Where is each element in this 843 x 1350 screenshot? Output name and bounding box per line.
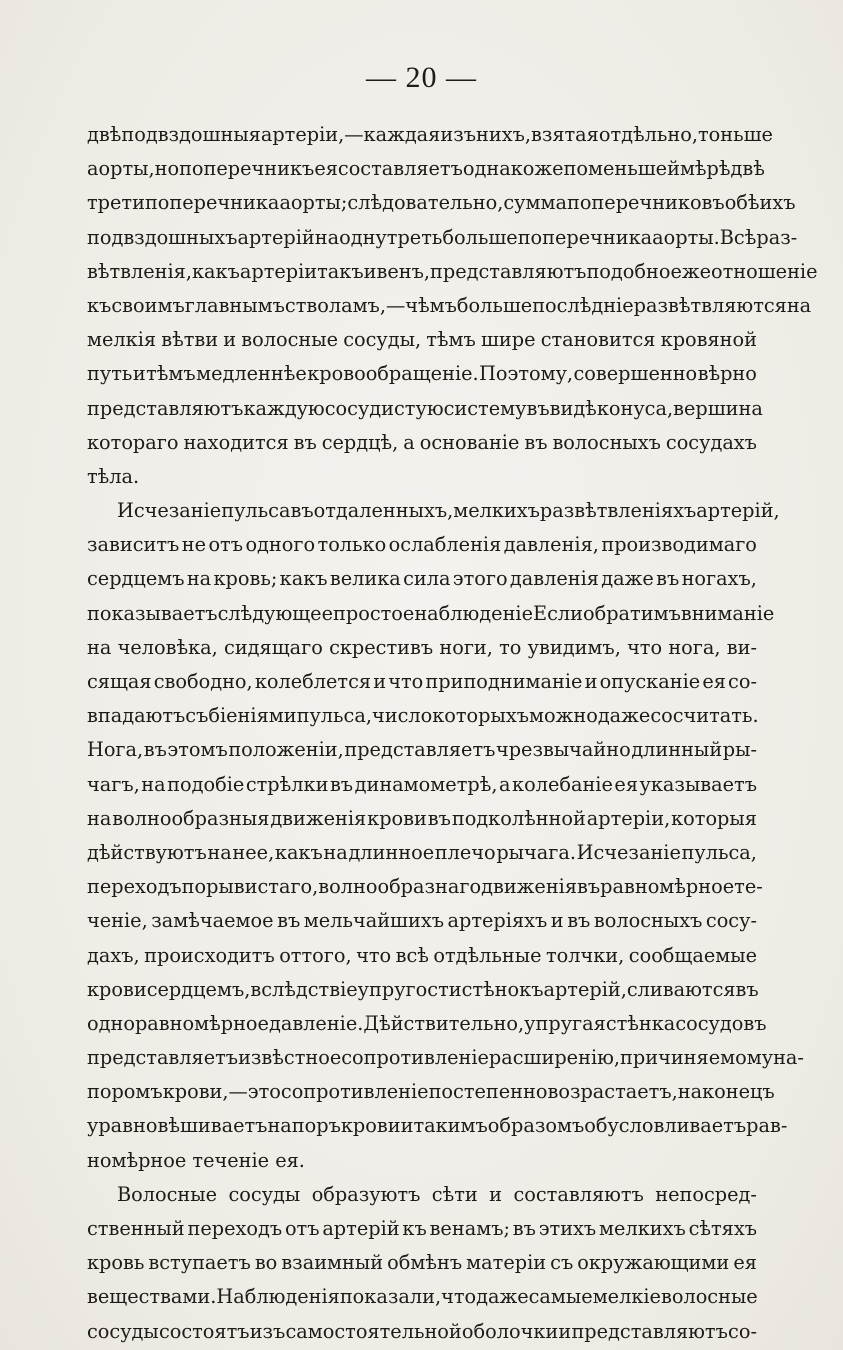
page-number: — 20 — bbox=[366, 61, 477, 94]
text-line: подвздошныхъ артерій на одну треть больше поперечника аорты. Всѣ раз- bbox=[87, 225, 798, 249]
text-line: переходъ порывистаго, волнообразнаго движенія въ равномѣрное те- bbox=[87, 875, 763, 899]
text-line: Волосные сосуды образуютъ сѣти и составляютъ непосред- bbox=[117, 1182, 757, 1206]
text-line: представляютъ каждую сосудистую систему въ видѣ конуса, вершина bbox=[87, 396, 763, 420]
text-line: дѣйствуютъ на нее, какъ на длинное плечо рычага. Исчезаніе пульса, bbox=[87, 840, 757, 864]
body-text bbox=[87, 118, 818, 1349]
text-line: путь и тѣмъ медленнѣе кровообращеніе. Поэтому, совершенно вѣрно bbox=[87, 362, 757, 386]
text-line: мелкія вѣтви и волосные сосуды, тѣмъ шире становится кровяной bbox=[87, 328, 757, 352]
text-line: чагъ, на подобіе стрѣлки въ динамометрѣ, а колебаніе ея указываетъ bbox=[87, 772, 757, 796]
text-line: представляетъ извѣстное сопротивленіе расширенію, причиняемому на- bbox=[87, 1046, 804, 1070]
text-line: на человѣка, сидящаго скрестивъ ноги, то увидимъ, что нога, ви- bbox=[87, 635, 757, 659]
text-line: зависитъ не отъ одного только ослабленія давленія, производимаго bbox=[87, 533, 757, 557]
text-line: аорты, но поперечникъ ея составляетъ однакоже по меньшей мѣрѣ двѣ bbox=[87, 157, 765, 181]
text-line: на волнообразныя движенія крови въ подколѣнной артеріи, которыя bbox=[87, 806, 757, 830]
text-line: одно равномѣрное давленіе. Дѣйствительно, упругая стѣнка сосудовъ bbox=[87, 1011, 767, 1035]
text-line: котораго находится въ сердцѣ, а основаніе въ волосныхъ сосудахъ bbox=[87, 430, 757, 454]
text-line: сердцемъ на кровь; какъ велика сила этого давленія даже въ ногахъ, bbox=[87, 567, 757, 591]
text-line: трети поперечника аорты; слѣдовательно, сумма поперечниковъ обѣихъ bbox=[87, 191, 796, 215]
text-line: номѣрное теченіе ея. bbox=[87, 1148, 305, 1172]
text-line: тѣла. bbox=[87, 464, 140, 488]
text-line: ченіе, замѣчаемое въ мельчайшихъ артеріяхъ и въ волосныхъ сосу- bbox=[87, 909, 757, 933]
text-line: вѣтвленія, какъ артеріи такъ и венъ, представляютъ подобное же отношеніе bbox=[87, 259, 818, 283]
text-line: уравновѣшиваетъ напоръ крови и такимъ образомъ обусловливаетъ рав- bbox=[87, 1114, 788, 1138]
text-line: веществами. Наблюденія показали, что даже самые мелкіе волосные bbox=[87, 1285, 758, 1309]
text-line: показываетъ слѣдующее простое наблюденіе Если обратимъ вниманіе bbox=[87, 601, 775, 625]
text-line: поромъ крови,—это сопротивленіе постепенно возрастаетъ, наконецъ bbox=[87, 1080, 775, 1104]
text-line: ственный переходъ отъ артерій къ венамъ; въ этихъ мелкихъ сѣтяхъ bbox=[87, 1217, 757, 1240]
text-line: Исчезаніе пульса въ отдаленныхъ, мелкихъ развѣтвленіяхъ артерій, bbox=[117, 499, 780, 523]
text-line: крови сердцемъ, вслѣдствіе упругости стѣнокъ артерій, сливаются въ bbox=[87, 977, 759, 1001]
text-line: кровь вступаетъ во взаимный обмѣнъ матеріи съ окружающими ея bbox=[87, 1251, 757, 1275]
text-line: двѣ подвздошныя артеріи,—каждая изъ нихъ, взятая отдѣльно, тоньше bbox=[87, 123, 773, 146]
text-line: къ своимъ главнымъ стволамъ, — чѣмъ больше послѣдніе развѣтвляются на bbox=[87, 293, 812, 317]
text-line: Нога, въ этомъ положеніи, представляетъ чрезвычайно длинный ры- bbox=[87, 738, 757, 762]
text-line: дахъ, происходитъ оттого, что всѣ отдѣльные толчки, сообщаемые bbox=[87, 943, 757, 967]
text-line: сящая свободно, колеблется и что приподниманіе и опусканіе ея со- bbox=[87, 670, 757, 693]
text-line: впадаютъ съ біеніями пульса, число которыхъ можно даже сосчитать. bbox=[87, 704, 759, 728]
text-line: сосуды состоятъ изъ самостоятельной оболочки и представляютъ со- bbox=[87, 1319, 757, 1343]
